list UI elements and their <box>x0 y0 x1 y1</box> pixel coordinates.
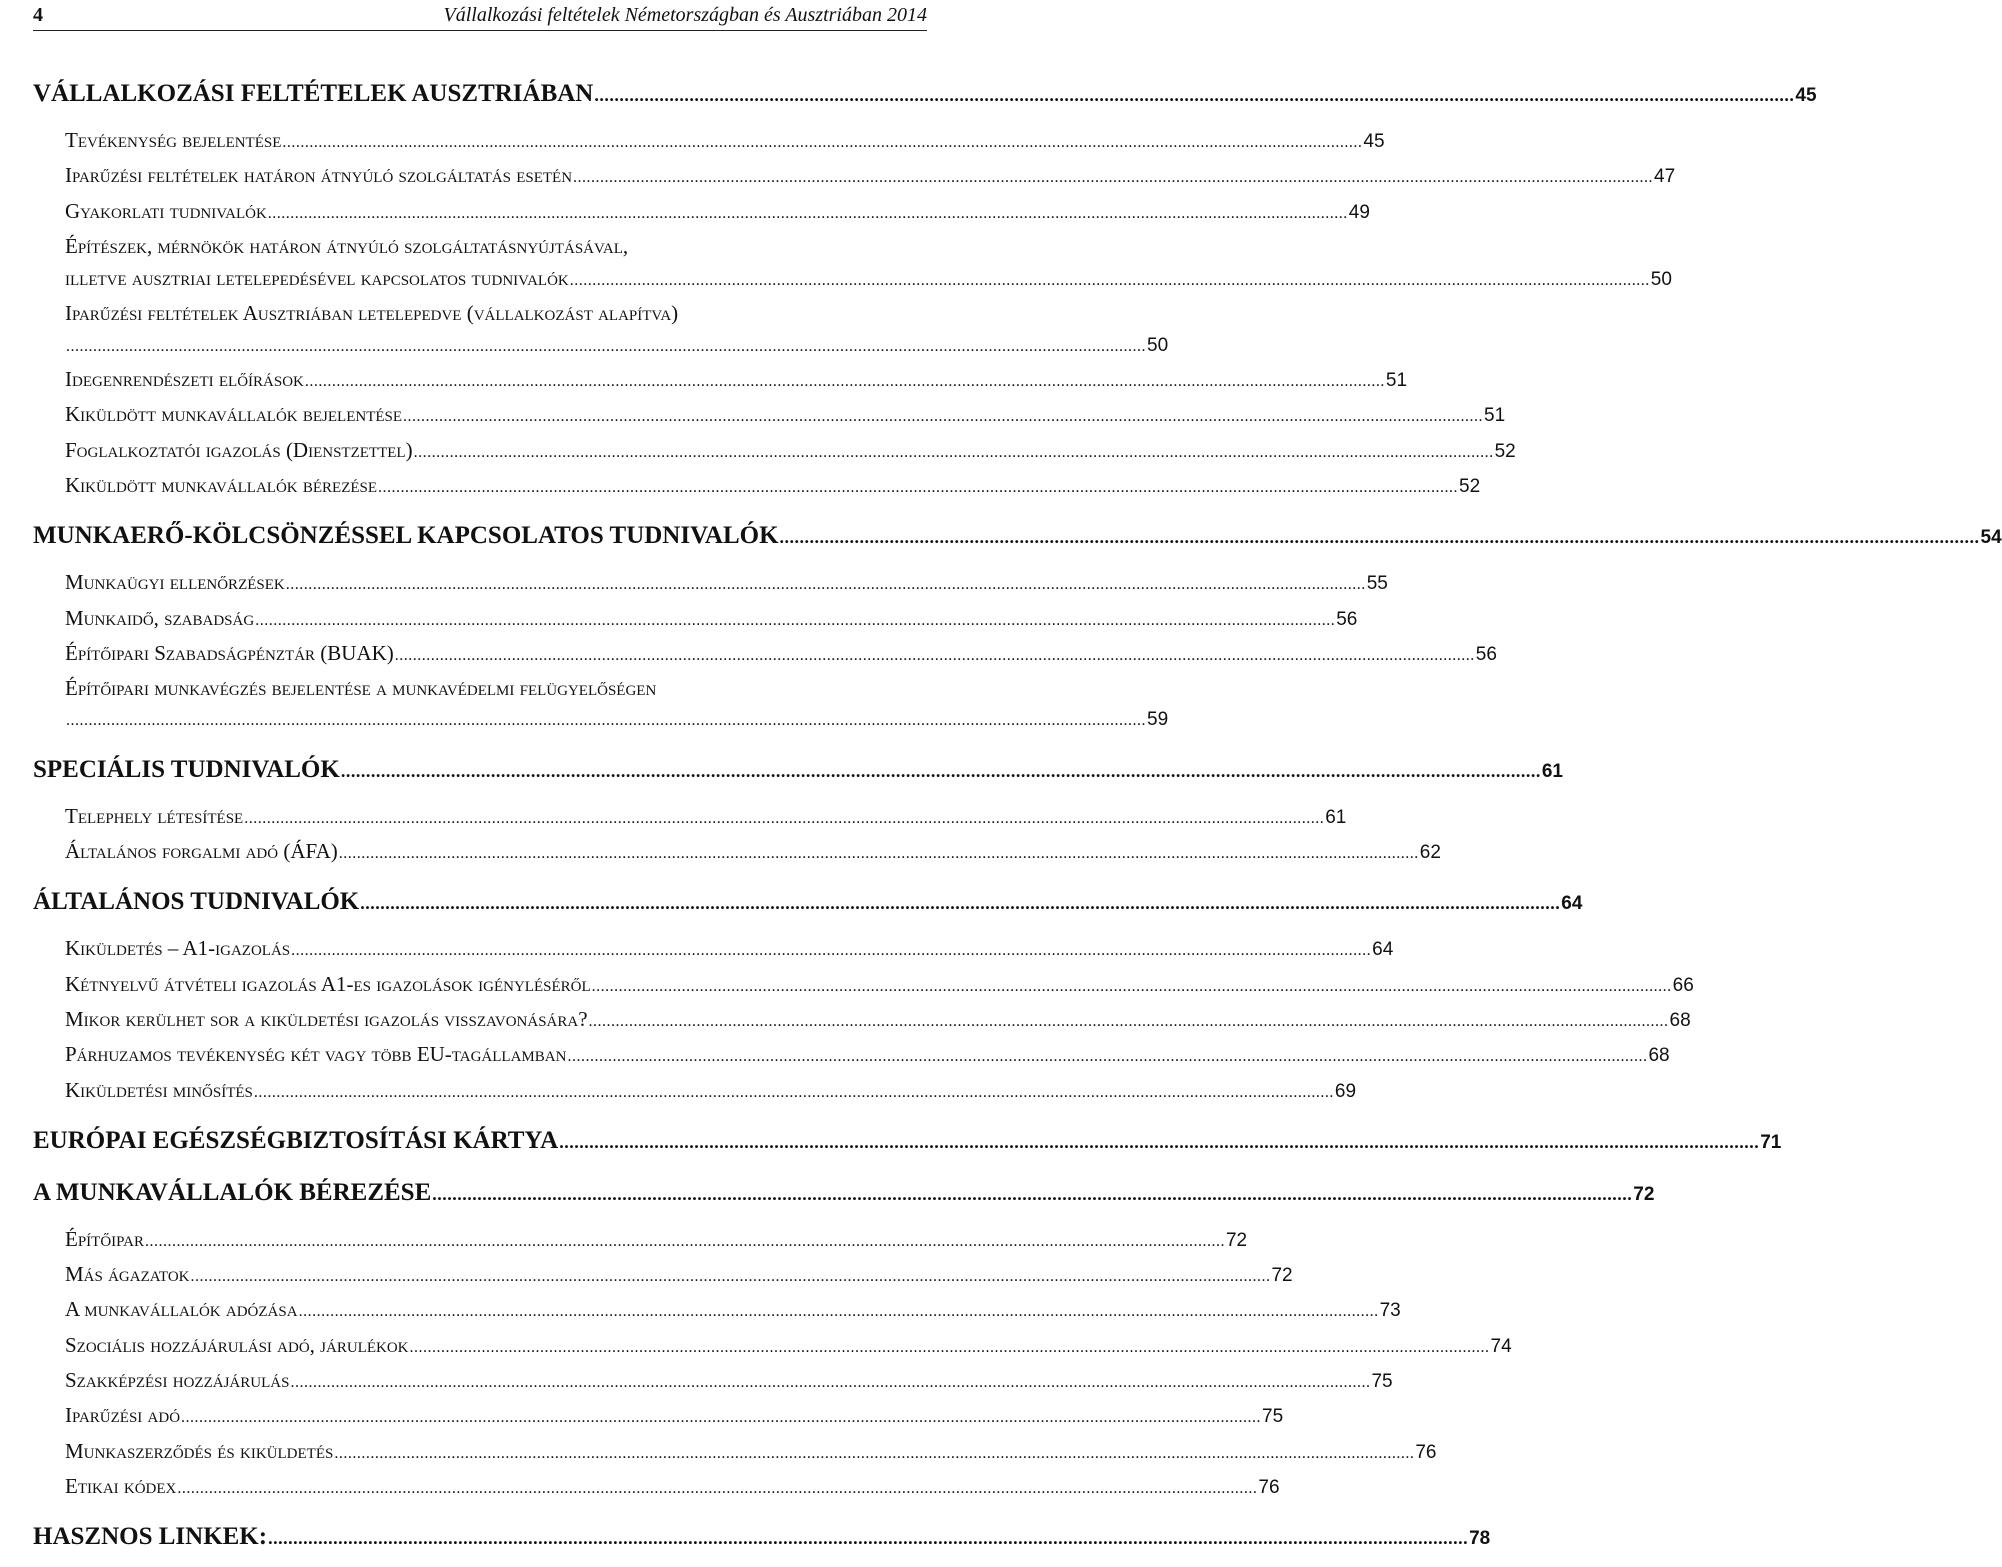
toc-item-title: Más ágazatok <box>65 1262 190 1287</box>
toc-page-number: 56 <box>1475 643 1497 665</box>
toc-line <box>65 398 1506 433</box>
dot-leader <box>410 1332 1490 1364</box>
toc-page-number: 61 <box>1541 760 1563 782</box>
toc-item <box>65 1364 1393 1399</box>
dot-leader <box>567 1041 1647 1073</box>
toc-item-title: Építészek, mérnökök határon átnyúló szolgáltatásnyújtásával, <box>65 233 629 258</box>
toc-page-number: 61 <box>1325 806 1347 828</box>
toc-section-title: MUNKAERŐ-KÖLCSÖNZÉSSEL KAPCSOLATOS TUDNIVALÓK <box>33 522 779 550</box>
toc-line <box>65 195 1370 230</box>
toc-page-number: 50 <box>1650 269 1672 291</box>
toc-item <box>65 566 1388 601</box>
toc-line <box>65 434 1516 469</box>
dot-leader <box>339 838 1419 870</box>
toc-item-title: Szakképzési hozzájárulás <box>65 1368 290 1393</box>
dot-leader <box>378 472 1458 504</box>
toc-item-title: Iparűzési adó <box>65 1403 181 1428</box>
toc-line <box>65 1038 1670 1073</box>
toc-item <box>65 398 1506 433</box>
table-of-contents <box>33 62 2002 1567</box>
page-header <box>33 0 927 31</box>
toc-line <box>65 968 1694 1003</box>
toc-page-number: 75 <box>1371 1371 1393 1393</box>
toc-item <box>65 602 1358 637</box>
dot-leader <box>403 401 1483 433</box>
toc-page-number: 59 <box>1147 709 1169 731</box>
toc-page-number: 68 <box>1648 1045 1670 1067</box>
dot-leader <box>594 77 1794 113</box>
dot-leader <box>290 1367 1370 1399</box>
toc-item <box>65 297 1169 363</box>
dot-leader <box>334 1438 1414 1470</box>
toc-line <box>33 752 1563 790</box>
toc-page-number: 68 <box>1669 1009 1691 1031</box>
toc-line <box>65 1223 1248 1258</box>
toc-item-title: A munkavállalók adózása <box>65 1297 298 1322</box>
toc-page-number: 72 <box>1633 1183 1655 1205</box>
toc-item-title: Idegenrendészeti előírások <box>65 367 304 392</box>
toc-line <box>65 1435 1437 1470</box>
dot-leader <box>255 605 1335 637</box>
toc-section-title: SPECIÁLIS TUDNIVALÓK <box>33 755 340 783</box>
dot-leader <box>305 366 1385 398</box>
toc-line <box>65 230 927 262</box>
toc-line <box>33 884 1583 922</box>
dot-leader <box>66 705 1146 737</box>
toc-item-title: Szociális hozzájárulási adó, járulékok <box>65 1332 409 1357</box>
dot-leader <box>559 1124 1759 1160</box>
dot-leader <box>341 753 1541 789</box>
toc-section-title: HASZNOS LINKEK: <box>33 1523 268 1551</box>
dot-leader <box>570 265 1650 297</box>
dot-leader <box>432 1176 1632 1212</box>
toc-item-title: Tevékenység bejelentése <box>65 128 282 152</box>
toc-item-title: Kiküldetés – A1-igazolás <box>65 936 291 961</box>
dot-leader <box>299 1296 1379 1328</box>
toc-section-title: VÁLLALKOZÁSI FELTÉTELEK AUSZTRIÁBAN <box>33 80 594 107</box>
toc-line <box>65 330 1169 363</box>
toc-page-number: 55 <box>1366 573 1388 595</box>
toc-page-number: 45 <box>1363 131 1385 152</box>
toc-line <box>65 159 1676 194</box>
toc-section-title: A MUNKAVÁLLALÓK BÉREZÉSE <box>33 1178 432 1206</box>
dot-leader <box>244 803 1324 835</box>
toc-item-title: Munkaügyi ellenőrzések <box>65 570 285 595</box>
toc-page-number: 74 <box>1490 1335 1512 1357</box>
toc-item <box>65 124 1385 159</box>
dot-leader <box>286 569 1366 601</box>
toc-page-number: 64 <box>1561 893 1583 915</box>
dot-leader <box>268 198 1348 230</box>
toc-page-number: 52 <box>1494 440 1516 462</box>
dot-leader <box>291 935 1371 967</box>
toc-line <box>33 76 1817 114</box>
toc-item <box>65 1074 1357 1109</box>
toc-item <box>65 835 1441 870</box>
toc-page-number: 66 <box>1672 974 1694 996</box>
toc-item <box>65 932 1394 967</box>
toc-item <box>65 1293 1401 1328</box>
toc-item-title: Telephely létesítése <box>65 803 244 828</box>
toc-item <box>65 434 1516 469</box>
toc-item <box>65 672 1169 738</box>
toc-page-number: 51 <box>1385 370 1408 392</box>
toc-line <box>65 800 1347 835</box>
toc-line <box>65 704 1169 737</box>
dot-leader <box>181 1402 1261 1434</box>
dot-leader <box>589 1006 1669 1038</box>
toc-item-title: Építőipari munkavégzés bejelentése a munkavédelmi felügyelőségen <box>65 676 657 701</box>
toc-page-number: 78 <box>1469 1528 1491 1550</box>
toc-page-number: 73 <box>1379 1300 1401 1322</box>
toc-page-number: 69 <box>1334 1080 1357 1102</box>
toc-section-heading <box>33 518 2002 556</box>
toc-item-title: Mikor kerülhet sor a kiküldetési igazolás visszavonására? <box>65 1006 588 1031</box>
dot-leader <box>592 971 1672 1003</box>
toc-line <box>65 297 927 329</box>
toc-page-number: 54 <box>1980 527 2002 549</box>
toc-line <box>65 469 1481 504</box>
toc-item <box>65 1038 1670 1073</box>
toc-section-title: ÁLTALÁNOS TUDNIVALÓK <box>33 888 360 916</box>
toc-line <box>65 566 1388 601</box>
toc-section-heading <box>33 76 1817 114</box>
toc-line <box>33 1123 1782 1161</box>
toc-item <box>65 800 1347 835</box>
toc-item <box>65 1399 1284 1434</box>
toc-item <box>65 1435 1437 1470</box>
toc-line <box>65 1293 1401 1328</box>
toc-item-title: Kiküldetési minősítés <box>65 1077 253 1102</box>
toc-line <box>65 1258 1293 1293</box>
toc-item <box>65 1003 1691 1038</box>
toc-item-title: Párhuzamos tevékenység két vagy több EU-tagállamban <box>65 1042 567 1067</box>
toc-page-number: 50 <box>1147 334 1169 356</box>
toc-section-title: EURÓPAI EGÉSZSÉGBIZTOSÍTÁSI KÁRTYA <box>33 1126 559 1154</box>
toc-section-heading <box>33 752 1563 790</box>
toc-item-title: Kiküldött munkavállalók bejelentése <box>65 402 403 427</box>
toc-item-title: Munkaidő, szabadság <box>65 605 255 630</box>
dot-leader <box>780 519 1980 555</box>
toc-line <box>65 1364 1393 1399</box>
toc-item <box>65 1258 1293 1293</box>
dot-leader <box>395 640 1475 672</box>
toc-item-title: Gyakorlati tudnivalók <box>65 198 267 223</box>
toc-item <box>65 1329 1512 1364</box>
toc-line <box>33 1175 1655 1213</box>
dot-leader <box>66 331 1146 363</box>
page-number: 4 <box>33 3 43 26</box>
toc-page-number: 56 <box>1336 608 1358 630</box>
toc-item-title: Etikai kódex <box>65 1473 177 1498</box>
toc-page-number: 45 <box>1795 85 1817 106</box>
toc-item <box>65 159 1676 194</box>
toc-page-number: 49 <box>1348 201 1370 223</box>
toc-page-number: 72 <box>1225 1229 1248 1251</box>
toc-item <box>65 637 1497 672</box>
dot-leader <box>573 162 1653 194</box>
dot-leader <box>190 1261 1270 1293</box>
toc-page-number: 62 <box>1419 842 1441 864</box>
toc-line <box>65 672 927 704</box>
toc-item-title: Iparűzési feltételek határon átnyúló szolgáltatás esetén <box>65 163 573 188</box>
toc-page-number: 71 <box>1760 1131 1782 1153</box>
toc-line <box>65 124 1385 159</box>
toc-line <box>65 602 1358 637</box>
toc-item-title: illetve ausztriai letelepedésével kapcsolatos tudnivalók <box>65 266 569 291</box>
toc-line <box>65 1399 1284 1434</box>
toc-page-number: 76 <box>1415 1441 1437 1463</box>
toc-section-heading <box>33 1519 1491 1557</box>
toc-section-heading <box>33 1175 1655 1213</box>
toc-item <box>65 195 1370 230</box>
toc-line <box>65 262 1672 297</box>
toc-line <box>65 1003 1691 1038</box>
toc-item-title: Iparűzési feltételek Ausztriában letelepedve (vállalkozást alapítva) <box>65 301 679 326</box>
toc-item <box>65 230 1672 298</box>
toc-page-number: 51 <box>1484 405 1506 427</box>
toc-item-title: Kiküldött munkavállalók bérezése <box>65 472 378 497</box>
toc-item <box>65 1223 1248 1258</box>
toc-page-number: 72 <box>1271 1265 1293 1287</box>
toc-item-title: Foglalkoztatói igazolás (Dienstzettel) <box>65 437 413 462</box>
toc-section-heading <box>33 1123 1782 1161</box>
toc-item <box>65 363 1408 398</box>
toc-line <box>65 835 1441 870</box>
dot-leader <box>177 1473 1257 1505</box>
toc-line <box>65 932 1394 967</box>
toc-line <box>65 1470 1280 1505</box>
toc-page-number: 75 <box>1262 1406 1284 1428</box>
toc-page-number: 76 <box>1258 1476 1280 1498</box>
toc-item-title: Építőipari Szabadságpénztár (BUAK) <box>65 640 394 665</box>
toc-page-number: 52 <box>1459 475 1481 497</box>
toc-item-title: Munkaszerződés és kiküldetés <box>65 1438 334 1463</box>
dot-leader <box>282 127 1362 159</box>
toc-page-number: 64 <box>1372 939 1394 961</box>
dot-leader <box>414 437 1494 469</box>
toc-line <box>65 1329 1512 1364</box>
dot-leader <box>268 1520 1468 1556</box>
toc-item-title: Kétnyelvű átvételi igazolás A1-es igazolások igényléséről <box>65 971 591 996</box>
toc-page-number: 47 <box>1654 166 1676 188</box>
toc-line <box>33 518 2002 556</box>
toc-item-title: Általános forgalmi adó (ÁFA) <box>65 839 338 864</box>
toc-line <box>33 1519 1491 1557</box>
toc-item <box>65 968 1694 1003</box>
toc-item-title: Építőipar <box>65 1226 144 1251</box>
toc-line <box>65 637 1497 672</box>
toc-line <box>65 363 1408 398</box>
toc-item <box>65 469 1481 504</box>
toc-item <box>65 1470 1280 1505</box>
toc-line <box>65 1074 1357 1109</box>
toc-section-heading <box>33 884 1583 922</box>
running-title: Vállalkozási feltételek Németországban és Ausztriában 2014 <box>443 3 927 26</box>
dot-leader <box>360 885 1560 921</box>
dot-leader <box>145 1226 1225 1258</box>
dot-leader <box>254 1077 1334 1109</box>
